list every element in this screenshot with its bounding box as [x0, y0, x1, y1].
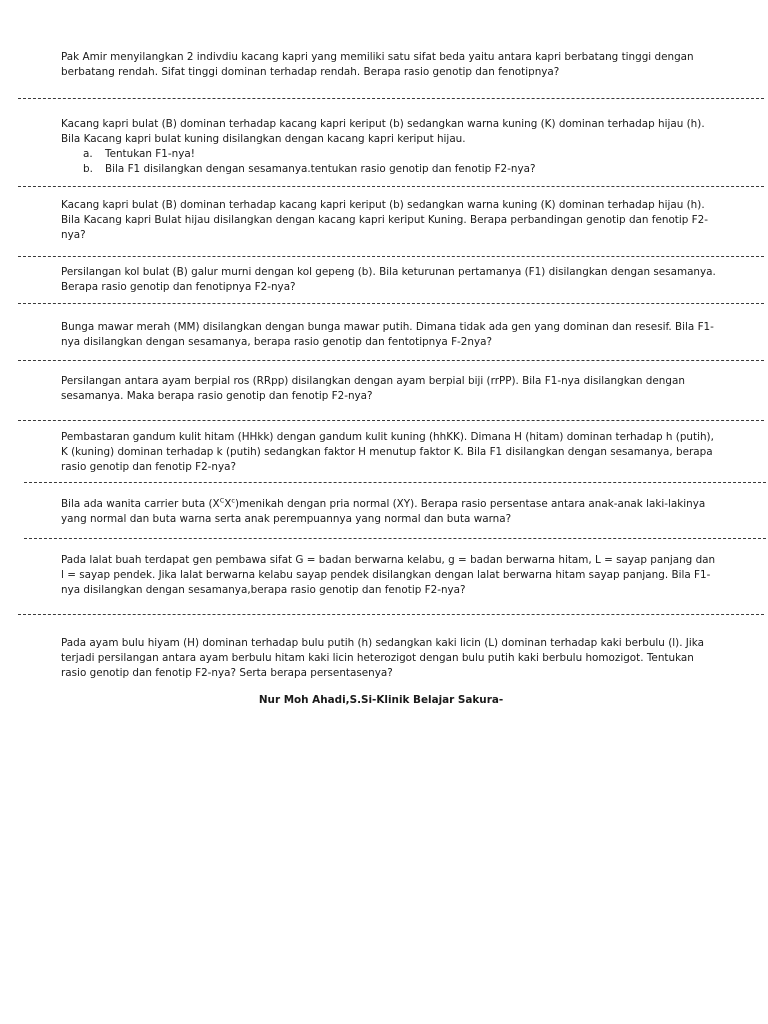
- sub-question-a: [61, 147, 721, 162]
- dashed-divider: [24, 482, 766, 483]
- question-text: Pada ayam bulu hiyam (H) dominan terhadap bulu putih (h) sedangkan kaki licin (L) dominan terhadap kaki berbulu (l). Jika terjadi persilangan antara ayam berbulu hitam kaki licin heterozigot dengan bulu putih kaki berbulu homozigot. Tentukan rasio genotip dan fenotip F2-nya? Serta berapa persentasenya?: [61, 637, 704, 679]
- question-text: Bunga mawar merah (MM) disilangkan dengan bunga mawar putih. Dimana tidak ada gen yang dominan dan resesif. Bila F1-nya disilangkan dengan sesamanya, berapa rasio genotip dan fentotipnya F-2nya?: [61, 321, 714, 348]
- dashed-divider: [18, 98, 764, 99]
- question-text: Pembastaran gandum kulit hitam (HHkk) dengan gandum kulit kuning (hhKK). Dimana H (hitam) dominan terhadap h (putih), K (kuning) dominan terhadap k (putih) sedangkan faktor H menutup faktor K. Bila F1 disilangkan dengan sesamanya, berapa rasio genotip dan fenotip F2-nya?: [61, 431, 714, 473]
- dashed-divider: [24, 538, 766, 539]
- question-text: Pada lalat buah terdapat gen pembawa sifat G = badan berwarna kelabu, g = badan berwarna hitam, L = sayap panjang dan l = sayap pendek. Jika lalat berwarna kelabu sayap pendek disilangkan dengan lalat berwarna hitam sayap panjang. Bila F1-nya disilangkan dengan sesamanya,berapa rasio genotip dan fenotip F2-nya?: [61, 554, 716, 596]
- question-5: [61, 320, 721, 350]
- question-4: [61, 265, 721, 295]
- dashed-divider: [18, 256, 764, 257]
- question-6: [61, 374, 721, 404]
- superscript-big-c: C: [219, 496, 225, 505]
- sub-question-text: Bila F1 disilangkan dengan sesamanya.tentukan rasio genotip dan fenotip F2-nya?: [105, 163, 536, 175]
- dashed-divider: [18, 614, 764, 615]
- dashed-divider: [18, 360, 764, 361]
- question-text: Kacang kapri bulat (B) dominan terhadap kacang kapri keriput (b) sedangkan warna kuning (K) dominan terhadap hijau (h). Bila Kacang kapri bulat kuning disilangkan dengan kacang kapri keriput hijau.: [61, 118, 705, 145]
- sub-question-list: [61, 147, 721, 177]
- sub-question-b: [61, 162, 721, 177]
- list-marker: a.: [83, 148, 93, 160]
- question-2: [61, 117, 721, 177]
- question-text: Persilangan kol bulat (B) galur murni dengan kol gepeng (b). Bila keturunan pertamanya (F1) disilangkan dengan sesamanya. Berapa rasio genotip dan fenotipnya F2-nya?: [61, 266, 716, 293]
- superscript-small-c: c: [231, 496, 235, 505]
- dashed-divider: [18, 420, 764, 421]
- question-3: [61, 198, 721, 243]
- question-text: Pak Amir menyilangkan 2 indivdiu kacang kapri yang memiliki satu sifat beda yaitu antara kapri berbatang tinggi dengan berbatang rendah. Sifat tinggi dominan terhadap rendah. Berapa rasio genotip dan fenotipnya?: [61, 51, 694, 78]
- question-9: [61, 553, 721, 598]
- question-8: [61, 497, 721, 527]
- question-text: Persilangan antara ayam berpial ros (RRpp) disilangkan dengan ayam berpial biji (rrPP). Bila F1-nya disilangkan dengan sesamanya. Maka berapa rasio genotip dan fenotip F2-nya?: [61, 375, 685, 402]
- list-marker: b.: [83, 163, 93, 175]
- sub-question-text: Tentukan F1-nya!: [105, 148, 195, 160]
- question-10: [61, 636, 721, 681]
- dashed-divider: [18, 303, 764, 304]
- dashed-divider: [18, 186, 764, 187]
- question-1: [61, 50, 721, 80]
- question-text: Bila ada wanita carrier buta $(X^CX^c)menikah$ dengan pria normal (XY). Berapa rasio persentase antara anak-anak laki-lakinya yang normal dan buta warna serta anak perempuannya yang normal dan buta warna?: [61, 496, 706, 525]
- question-7: [61, 430, 721, 475]
- question-text: Kacang kapri bulat (B) dominan terhadap kacang kapri keriput (b) sedangkan warna kuning (K) dominan terhadap hijau (h). Bila Kacang kapri Bulat hijau disilangkan dengan kacang kapri keriput Kuning. Berapa perbandingan genotip dan fenotip F2-nya?: [61, 199, 708, 241]
- author-footer: Nur Moh Ahadi,S.Si-Klinik Belajar Sakura-: [258, 694, 504, 706]
